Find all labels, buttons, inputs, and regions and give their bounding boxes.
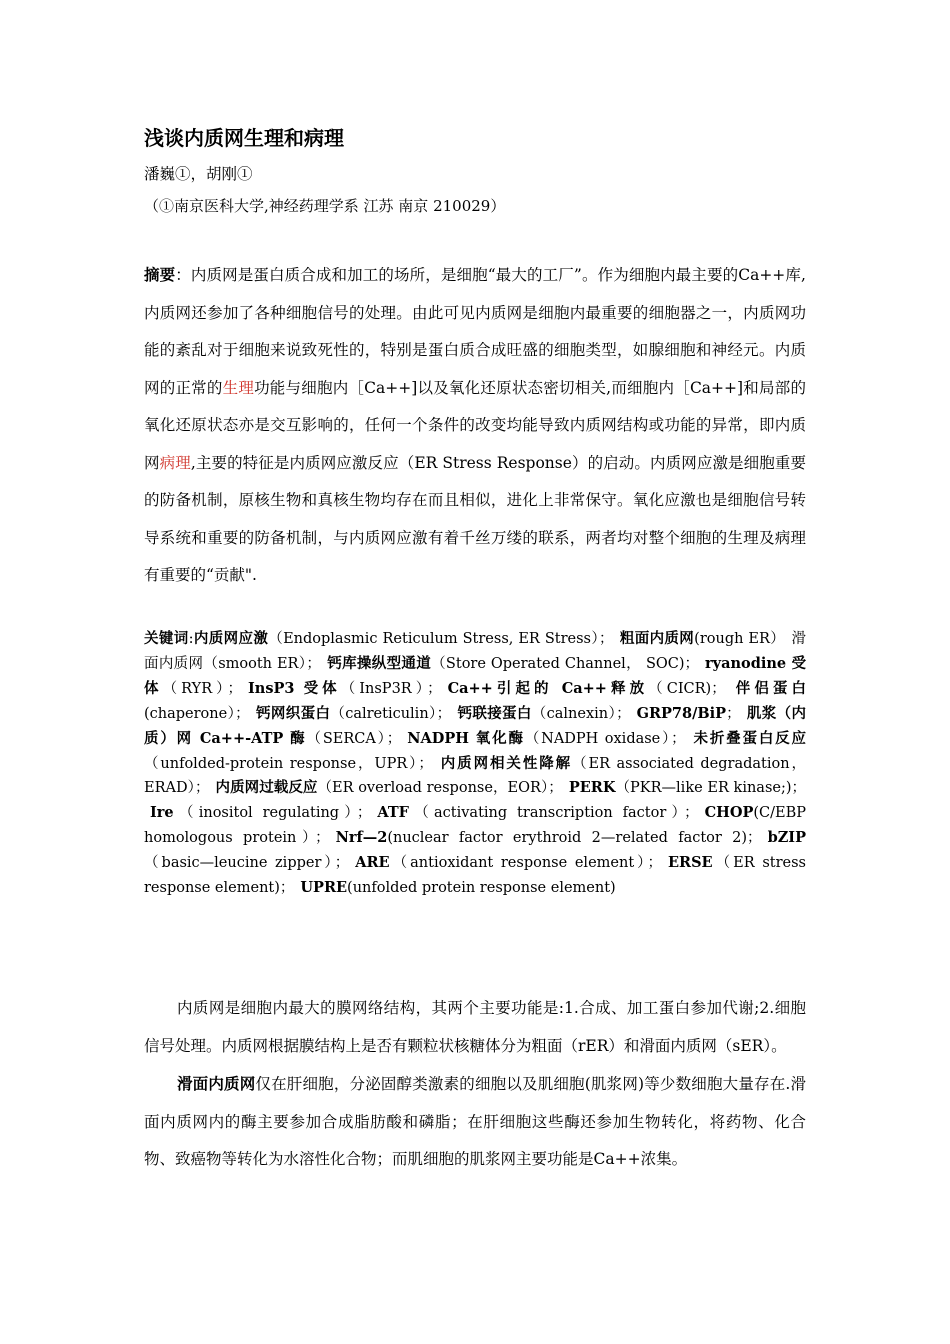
keyword-description: （ER overload response，EOR）； [317, 780, 563, 797]
keyword-item [215, 780, 562, 796]
keyword-description: （ER stress response element)； [144, 855, 806, 897]
keyword-item [336, 830, 762, 846]
keyword-item [355, 855, 662, 871]
keyword-description: (unfolded protein response element) [347, 880, 616, 897]
keyword-description: （basic—leucine zipper）； [144, 855, 350, 872]
keyword-term: 钙库操纵型通道 [326, 654, 432, 672]
keyword-description: （SERCA）； [306, 730, 402, 747]
keyword-description: （Endoplasmic Reticulum Stress, ER Stress）； [268, 631, 614, 647]
keyword-item [327, 656, 699, 672]
keyword-term: 伴侣蛋白 [731, 679, 806, 697]
keyword-description: （Store Operated Channel， SOC)； [431, 655, 700, 672]
keyword-description: （PKR—like ER kinase;)； [615, 780, 807, 797]
keyword-term: CHOP [704, 804, 754, 822]
keyword-term: 钙联接蛋白 [457, 704, 532, 722]
keyword-description: (C/EBP homologous protein）； [144, 805, 806, 847]
keyword-term: ryanodine 受体 [144, 654, 806, 697]
keyword-term: InsP3 受体 [248, 679, 341, 697]
keyword-description: (chaperone）； [144, 705, 250, 722]
keyword-item [150, 805, 371, 821]
abstract-link-pathology[interactable]: 病理 [159, 453, 191, 472]
keyword-term: PERK [568, 779, 616, 797]
keyword-description: （activating transcription factor）； [408, 805, 699, 822]
paper-authors: 潘巍①，胡刚① [144, 165, 253, 183]
keyword-description: （NADPH oxidase）； [524, 730, 686, 747]
keyword-term: Nrf—2 [335, 829, 388, 847]
keyword-term: ERSE [667, 854, 713, 872]
abstract-section [144, 256, 806, 595]
keyword-description: (nuclear factor erythroid 2—related factor 2)； [387, 830, 762, 847]
abstract-text-1: 内质网是蛋白质合成和加工的场所，是细胞“最大的工厂”。作为细胞内最主要的Ca++库,内质网还参加了各种细胞信号的处理。由此可见内质网是细胞内最重要的细胞器之一，内质网功能的紊乱对于细胞来说致死性的，特别是蛋白质合成旺盛的细胞类型，如腺细胞和神经元。内质网的正常的 [144, 266, 806, 397]
keyword-item [637, 706, 741, 722]
keyword-term: 粗面内质网 [619, 630, 695, 647]
keyword-description: （InsP3R）； [340, 680, 442, 697]
abstract-label: 摘要 [144, 265, 176, 284]
keyword-item [457, 706, 630, 722]
keyword-term: 内质网相关性降解 [438, 754, 573, 772]
keyword-item [377, 805, 698, 821]
keyword-item [248, 681, 442, 697]
body-section [144, 990, 806, 1179]
keyword-description: （unfolded-protein response，UPR）； [144, 755, 433, 772]
keyword-term: Ire [150, 804, 174, 822]
keyword-term: bZIP [767, 829, 806, 847]
keyword-description: （RYR）； [162, 680, 242, 697]
keyword-description: ； [726, 705, 741, 722]
keyword-item [256, 706, 451, 722]
keyword-term: ARE [355, 854, 390, 872]
abstract-link-physiology[interactable]: 生理 [222, 378, 255, 397]
keyword-description: （ER associated degradation， ERAD）； [144, 755, 806, 797]
abstract-text-2: 功能与细胞内［Ca++]以及氧化还原状态密切相关,而细胞内［Ca++]和局部的氧化还原状态亦是交互影响的，任何一个条件的改变均能导致内质网结构或功能的异常，即内质网 [144, 378, 806, 472]
keyword-term: 内质网应激 [193, 630, 269, 647]
keyword-item [448, 681, 726, 697]
body-paragraph: 内质网是细胞内最大的膜网络结构，其两个主要功能是:1.合成、加工蛋白参加代谢;2.细胞信号处理。内质网根据膜结构上是否有颗粒状核糖体分为粗面（rER）和滑面内质网（sER）。 [144, 999, 806, 1055]
keyword-term: 未折叠蛋白反应 [691, 729, 807, 747]
keyword-term: UPRE [300, 879, 348, 897]
keyword-item [619, 631, 785, 647]
keyword-term: GRP78/BiP [636, 704, 727, 722]
keyword-description: （inositol regulating）； [173, 805, 372, 822]
paper-affiliation: （①南京医科大学,神经药理学系 江苏 南京 210029） [144, 197, 506, 215]
keyword-description: （calnexin）； [531, 705, 631, 722]
body-paragraph [144, 1065, 806, 1179]
keyword-description: （antioxidant response element）； [389, 855, 662, 872]
term-smooth-er: 滑面内质网 [177, 1074, 256, 1093]
keyword-item [194, 631, 614, 647]
keywords-list [144, 631, 806, 896]
keyword-term: 肌浆（内质）网 Ca++-ATP 酶 [144, 704, 807, 747]
keyword-term: ATF [377, 804, 409, 822]
keywords-section: 关键词:内质网应激（Endoplasmic Reticulum Stress, ER Stress）； 粗面内质网(rough ER） 滑面内质网（smooth ER）； 钙库操纵型通道（Store Operated Channel， SOC)； ryanodine 受体（RYR）； InsP3 受体（InsP3R）； Ca++引起的 Ca++释放（CICR)； 伴侣蛋白(chaperone）； 钙网织蛋白（calreticulin）； 钙联接蛋白（calnexin）； GRP78/BiP； 肌浆（内质）网 Ca++-ATP 酶（SERCA）； NADPH 氧化酶（NADPH oxidase）； 未折叠蛋白反应（unfolded-protein response，UPR）； 内质网相关性降解（ER associated degradation， ERAD）； 内质网过载反应（ER overload response，EOR）； PERK（PKR—like ER kinase;)；Ire（inositol regulating）； ATF（activating transcription factor）； CHOP(C/EBP homologous protein）； Nrf—2(nuclear factor erythroid 2—related factor 2)； bZIP（basic—leucine zipper）； ARE（antioxidant response element）； ERSE（ER stress response element)； UPRE(unfolded protein response element) [144, 630, 807, 897]
keyword-item [407, 731, 685, 747]
keyword-description: (rough ER） [694, 631, 786, 647]
body-paragraph-text: 仅在肝细胞，分泌固醇类激素的细胞以及肌细胞(肌浆网)等少数细胞大量存在.滑面内质网内的酶主要参加合成脂肪酸和磷脂；在肝细胞这些酶还参加生物转化，将药物、化合物、致癌物等转化为水溶性化合物；而肌细胞的肌浆网主要功能是Ca++浓集。 [144, 1075, 806, 1168]
keyword-term: Ca++引起的 Ca++释放 [447, 679, 649, 697]
abstract-colon: ： [175, 266, 191, 284]
keywords-label: 关键词 [144, 630, 189, 647]
paper-title: 浅谈内质网生理和病理 [144, 126, 344, 150]
keyword-item [300, 880, 615, 896]
abstract-text-3: ,主要的特征是内质网应激反应（ER Stress Response）的启动。内质网应激是细胞重要的防备机制，原核生物和真核生物均存在而且相似，进化上非常保守。氧化应激也是细胞信号转导系统和重要的防备机制，与内质网应激有着千丝万缕的联系，两者均对整个细胞的生理及病理有重要的“贡献". [144, 453, 806, 584]
keyword-description: （CICR)； [648, 680, 726, 697]
keyword-description: 滑面内质网（smooth ER）； [144, 631, 807, 672]
keyword-term: 钙网织蛋白 [255, 704, 331, 722]
keyword-term: 内质网过载反应 [215, 779, 318, 797]
keyword-term: NADPH 氧化酶 [407, 729, 525, 747]
keyword-item [569, 780, 806, 796]
keyword-description: （calreticulin）； [330, 705, 452, 722]
